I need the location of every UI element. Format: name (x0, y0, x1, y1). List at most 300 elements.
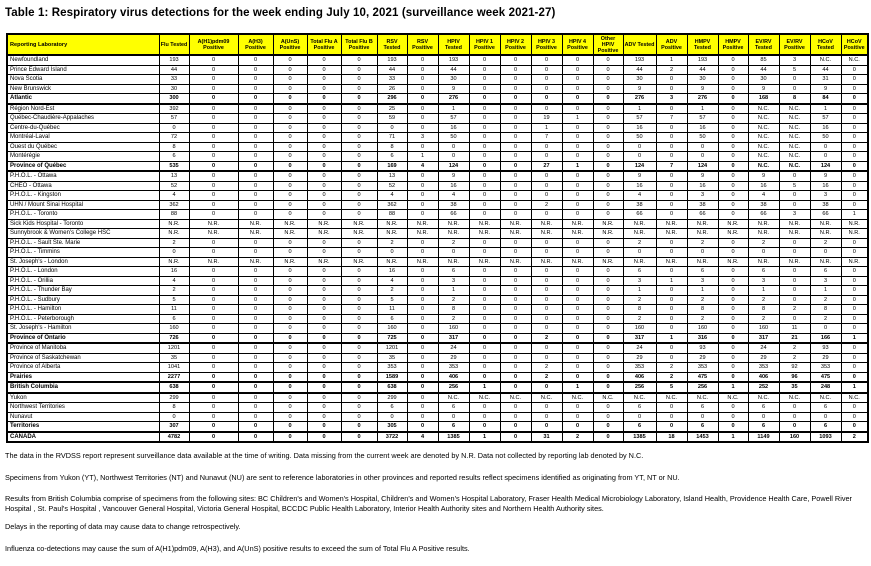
table-cell: 6 (687, 422, 718, 432)
table-cell: 0 (718, 305, 748, 315)
table-cell: 0 (407, 104, 438, 114)
table-cell: 35 (377, 353, 407, 363)
table-cell: N.R. (531, 229, 562, 239)
table-cell: 0 (469, 422, 500, 432)
table-cell: 0 (238, 84, 273, 94)
table-cell: 0 (593, 422, 623, 432)
table-cell: 0 (307, 422, 341, 432)
table-cell: 52 (159, 181, 189, 191)
table-cell: 0 (341, 403, 377, 413)
table-cell: 0 (562, 171, 593, 181)
table-cell: 0 (656, 152, 687, 162)
table-cell: N.C. (469, 393, 500, 403)
row-label: Centre-du-Québec (7, 123, 159, 133)
table-cell: 0 (718, 133, 748, 143)
table-cell: N.R. (718, 229, 748, 239)
table-cell: 5 (159, 295, 189, 305)
table-cell: 0 (841, 276, 868, 286)
table-cell: 0 (273, 422, 307, 432)
table-cell: 6 (687, 267, 718, 277)
table-cell: 0 (407, 353, 438, 363)
table-cell: 0 (562, 181, 593, 191)
table-cell: N.C. (593, 393, 623, 403)
row-label: P.H.O.L. - London (7, 267, 159, 277)
table-cell: 0 (500, 84, 531, 94)
table-cell: 0 (593, 152, 623, 162)
table-cell: 0 (841, 123, 868, 133)
table-cell: 5 (656, 382, 687, 393)
table-cell: 2 (810, 238, 841, 248)
table-cell: 353 (377, 363, 407, 373)
table-cell: 0 (779, 84, 810, 94)
table-cell: 1149 (748, 432, 779, 443)
table-cell: 0 (189, 432, 238, 443)
row-label: Province of Ontario (7, 333, 159, 343)
table-cell: 0 (841, 114, 868, 124)
table-cell: N.R. (531, 219, 562, 229)
table-cell: 6 (748, 422, 779, 432)
table-cell: 638 (377, 382, 407, 393)
table-cell: 0 (718, 75, 748, 85)
table-cell: 0 (841, 353, 868, 363)
table-cell: 3722 (377, 432, 407, 443)
table-cell: 0 (407, 248, 438, 258)
table-cell: 0 (718, 171, 748, 181)
table-cell: 0 (189, 75, 238, 85)
table-cell: 0 (407, 412, 438, 422)
table-cell: 0 (562, 276, 593, 286)
table-cell: 0 (307, 248, 341, 258)
table-cell: 166 (810, 333, 841, 343)
table-cell: 0 (500, 75, 531, 85)
table-cell: 29 (623, 353, 656, 363)
table-cell: 0 (341, 181, 377, 191)
table-cell: 124 (438, 161, 469, 171)
column-header: ADV Positive (656, 34, 687, 55)
table-cell: 0 (307, 55, 341, 65)
table-cell: 0 (593, 267, 623, 277)
table-cell: N.C. (718, 393, 748, 403)
table-cell: 0 (341, 94, 377, 104)
table-cell: 4 (377, 191, 407, 201)
table-cell: 0 (307, 353, 341, 363)
table-cell: 0 (531, 75, 562, 85)
table-cell: 0 (238, 65, 273, 75)
table-cell: 0 (531, 181, 562, 191)
table-cell: 1453 (687, 432, 718, 443)
table-cell: 0 (341, 412, 377, 422)
table-cell: N.C. (841, 55, 868, 65)
table-cell: 0 (273, 372, 307, 382)
table-cell: N.R. (593, 229, 623, 239)
table-cell: 0 (469, 123, 500, 133)
table-cell: 0 (500, 276, 531, 286)
table-cell: 0 (687, 142, 718, 152)
table-cell: 0 (841, 267, 868, 277)
table-cell: 16 (438, 123, 469, 133)
table-cell: 0 (593, 133, 623, 143)
table-cell: N.C. (779, 133, 810, 143)
table-cell: 0 (562, 324, 593, 334)
table-cell: 0 (841, 305, 868, 315)
table-cell: 4 (407, 432, 438, 443)
table-cell: 0 (307, 382, 341, 393)
table-cell: 29 (438, 353, 469, 363)
table-cell: 0 (341, 276, 377, 286)
table-cell: 0 (341, 210, 377, 220)
table-cell: 0 (531, 324, 562, 334)
table-cell: 57 (159, 114, 189, 124)
table-cell: 44 (159, 65, 189, 75)
table-cell: 0 (407, 372, 438, 382)
table-cell: 353 (810, 363, 841, 373)
table-cell: 0 (810, 152, 841, 162)
table-cell: 16 (623, 181, 656, 191)
table-cell: 38 (748, 200, 779, 210)
table-cell: N.C. (748, 393, 779, 403)
table-cell: 0 (238, 324, 273, 334)
table-cell: 0 (407, 295, 438, 305)
table-cell: 0 (341, 200, 377, 210)
table-cell: 0 (718, 403, 748, 413)
table-cell: 0 (500, 353, 531, 363)
table-cell: 0 (273, 75, 307, 85)
table-cell: 16 (687, 181, 718, 191)
table-cell: 0 (341, 114, 377, 124)
table-cell: 1 (438, 104, 469, 114)
table-cell: 0 (562, 84, 593, 94)
table-cell: 299 (377, 393, 407, 403)
table-cell: 0 (469, 238, 500, 248)
table-cell: 0 (469, 295, 500, 305)
table-row (7, 123, 868, 133)
table-cell: 316 (687, 333, 718, 343)
table-cell: 2 (810, 314, 841, 324)
table-cell: 19 (531, 114, 562, 124)
table-row (7, 248, 868, 258)
table-cell: 0 (307, 123, 341, 133)
table-cell: 1 (562, 114, 593, 124)
table-cell: 18 (656, 432, 687, 443)
table-cell: 30 (159, 84, 189, 94)
table-cell: 30 (438, 75, 469, 85)
row-label: Nova Scotia (7, 75, 159, 85)
table-cell: 0 (562, 65, 593, 75)
table-cell: 0 (407, 114, 438, 124)
table-cell: 193 (687, 55, 718, 65)
table-cell: 160 (377, 324, 407, 334)
summary-row (7, 333, 868, 343)
table-cell: 4 (377, 276, 407, 286)
table-cell: 0 (687, 248, 718, 258)
table-cell: 11 (377, 305, 407, 315)
table-cell: 0 (273, 276, 307, 286)
table-cell: 33 (377, 75, 407, 85)
table-cell: N.R. (810, 257, 841, 267)
table-cell: 535 (159, 161, 189, 171)
table-cell: 0 (341, 393, 377, 403)
table-cell: 0 (593, 412, 623, 422)
table-cell: 169 (377, 161, 407, 171)
table-cell: 1201 (159, 343, 189, 353)
table-cell: 0 (656, 314, 687, 324)
table-cell: N.R. (159, 257, 189, 267)
table-cell: 0 (718, 363, 748, 373)
table-cell: 248 (810, 382, 841, 393)
table-cell: 71 (377, 133, 407, 143)
table-cell: 0 (841, 152, 868, 162)
table-cell: 0 (469, 161, 500, 171)
table-cell: 362 (377, 200, 407, 210)
table-cell: 3 (623, 276, 656, 286)
table-cell: 0 (273, 286, 307, 296)
row-label: P.H.O.L. - Kingston (7, 191, 159, 201)
table-cell: 0 (407, 200, 438, 210)
table-cell: 0 (238, 382, 273, 393)
note-data-availability: The data in the RVDSS report represent surveillance data available at the time of writing. Data missing from the current week are denoted by N.R. Data not collected by reporting lab denoted by N.C. (5, 451, 644, 460)
table-cell: 0 (238, 353, 273, 363)
table-cell: 0 (189, 104, 238, 114)
table-cell: 93 (687, 343, 718, 353)
table-cell: N.R. (469, 219, 500, 229)
table-cell: 0 (531, 343, 562, 353)
summary-row (7, 432, 868, 443)
table-cell: N.R. (748, 219, 779, 229)
table-cell: 59 (377, 114, 407, 124)
table-cell: 0 (779, 171, 810, 181)
table-cell: N.R. (562, 257, 593, 267)
table-cell: 0 (718, 276, 748, 286)
table-cell: 2 (159, 286, 189, 296)
table-cell: 6 (810, 422, 841, 432)
row-label: Prince Edward Island (7, 65, 159, 75)
table-cell: 0 (593, 276, 623, 286)
table-cell: 0 (273, 314, 307, 324)
table-cell: 35 (779, 382, 810, 393)
table-cell: 8 (810, 305, 841, 315)
table-cell: 0 (718, 84, 748, 94)
table-cell: N.R. (238, 219, 273, 229)
table-cell: 0 (718, 152, 748, 162)
table-cell: 52 (377, 181, 407, 191)
table-cell: 0 (341, 123, 377, 133)
table-cell: 85 (748, 55, 779, 65)
table-cell: 0 (779, 403, 810, 413)
table-cell: 0 (500, 181, 531, 191)
column-header: Other HPIV Positive (593, 34, 623, 55)
table-cell: N.R. (623, 229, 656, 239)
row-label: Sunnybrook & Women's College HSC (7, 229, 159, 239)
summary-row (7, 94, 868, 104)
table-cell: 353 (687, 363, 718, 373)
table-cell: 0 (718, 191, 748, 201)
table-cell: 6 (377, 152, 407, 162)
table-cell: 0 (779, 248, 810, 258)
table-cell: 0 (531, 305, 562, 315)
table-cell: 0 (438, 142, 469, 152)
table-cell: 1 (718, 432, 748, 443)
table-cell: 160 (687, 324, 718, 334)
table-cell: 16 (377, 267, 407, 277)
table-cell: 1 (810, 104, 841, 114)
table-cell: 0 (189, 343, 238, 353)
table-cell: 0 (341, 286, 377, 296)
table-cell: 0 (273, 238, 307, 248)
table-cell: 66 (687, 210, 718, 220)
table-cell: N.R. (810, 219, 841, 229)
table-cell: 2 (779, 343, 810, 353)
table-cell: 0 (273, 382, 307, 393)
table-cell: 160 (748, 324, 779, 334)
table-cell: 0 (593, 75, 623, 85)
table-cell: 9 (687, 171, 718, 181)
table-cell: 0 (407, 65, 438, 75)
table-cell: N.R. (377, 257, 407, 267)
table-cell: 0 (189, 353, 238, 363)
table-cell: 31 (810, 75, 841, 85)
table-cell: 0 (779, 422, 810, 432)
table-cell: 0 (656, 412, 687, 422)
table-cell: 57 (810, 114, 841, 124)
table-cell: 0 (656, 324, 687, 334)
table-cell: 1385 (623, 432, 656, 443)
table-cell: 38 (438, 200, 469, 210)
table-cell: 2 (748, 295, 779, 305)
table-cell: 726 (159, 333, 189, 343)
table-cell: 160 (779, 432, 810, 443)
table-cell: 2 (841, 432, 868, 443)
table-cell: N.R. (407, 219, 438, 229)
table-cell: N.R. (189, 229, 238, 239)
table-cell: 0 (779, 200, 810, 210)
table-cell: 0 (238, 276, 273, 286)
column-header: A(UnS) Positive (273, 34, 307, 55)
table-cell: 1 (623, 104, 656, 114)
table-cell: 0 (500, 422, 531, 432)
table-cell: 0 (307, 295, 341, 305)
table-cell: 0 (500, 382, 531, 393)
table-cell: 276 (438, 94, 469, 104)
table-cell: 0 (469, 55, 500, 65)
row-label: CHEO - Ottawa (7, 181, 159, 191)
table-cell: 1093 (810, 432, 841, 443)
table-cell: 0 (307, 210, 341, 220)
table-cell: 0 (718, 286, 748, 296)
table-cell: 5 (779, 65, 810, 75)
table-cell: 0 (718, 210, 748, 220)
table-cell: 0 (273, 210, 307, 220)
table-cell: N.R. (531, 257, 562, 267)
table-cell: 0 (841, 295, 868, 305)
table-cell: N.R. (623, 219, 656, 229)
table-cell: 0 (841, 412, 868, 422)
table-cell: 2 (531, 333, 562, 343)
table-cell: 0 (810, 412, 841, 422)
table-cell: 0 (562, 152, 593, 162)
table-cell: 252 (748, 382, 779, 393)
table-cell: 0 (469, 181, 500, 191)
table-cell: 0 (238, 305, 273, 315)
table-title: Table 1: Respiratory virus detections for the week ending July 10, 2021 (surveillance week 2021-27) (5, 7, 556, 19)
table-cell: 6 (623, 403, 656, 413)
table-cell: 2 (687, 295, 718, 305)
table-cell: 362 (159, 200, 189, 210)
header-row (7, 34, 868, 55)
table-cell: N.C. (841, 393, 868, 403)
table-cell: 0 (273, 324, 307, 334)
table-cell: 0 (500, 412, 531, 422)
table-cell: 1 (687, 286, 718, 296)
table-cell: 2277 (159, 372, 189, 382)
table-cell: 9 (687, 84, 718, 94)
table-cell: 0 (500, 314, 531, 324)
row-label: Newfoundland (7, 55, 159, 65)
table-cell: 33 (159, 75, 189, 85)
table-cell: 6 (438, 422, 469, 432)
table-row (7, 210, 868, 220)
table-cell: 2 (748, 238, 779, 248)
table-cell: N.R. (718, 257, 748, 267)
table-cell: 0 (189, 65, 238, 75)
table-cell: 1 (748, 286, 779, 296)
table-cell: 1 (656, 276, 687, 286)
table-cell: 1 (469, 382, 500, 393)
row-label: Province of Alberta (7, 363, 159, 373)
column-header: HCoV Tested (810, 34, 841, 55)
row-label: P.H.O.L. - Peterborough (7, 314, 159, 324)
table-cell: 0 (189, 142, 238, 152)
table-cell: 0 (469, 363, 500, 373)
table-cell: 0 (307, 238, 341, 248)
table-cell: 0 (500, 403, 531, 413)
table-cell: 0 (273, 104, 307, 114)
summary-row (7, 382, 868, 393)
table-cell: 0 (273, 142, 307, 152)
table-cell: 0 (407, 191, 438, 201)
table-cell: 0 (841, 422, 868, 432)
table-cell: 0 (718, 343, 748, 353)
table-cell: 13 (377, 171, 407, 181)
table-cell: N.R. (500, 229, 531, 239)
table-cell: 0 (656, 84, 687, 94)
table-cell: 0 (469, 286, 500, 296)
row-label: P.H.O.L. - Ottawa (7, 171, 159, 181)
table-row (7, 219, 868, 229)
table-cell: 50 (438, 133, 469, 143)
table-cell: N.R. (407, 257, 438, 267)
table-cell: 0 (341, 84, 377, 94)
table-cell: 0 (273, 305, 307, 315)
table-cell: 96 (779, 372, 810, 382)
table-row (7, 238, 868, 248)
table-cell: 0 (531, 171, 562, 181)
table-cell: 305 (377, 422, 407, 432)
table-cell: 0 (593, 210, 623, 220)
table-cell: 16 (687, 123, 718, 133)
table-cell: 9 (623, 171, 656, 181)
table-cell: 0 (531, 65, 562, 75)
table-cell: 0 (469, 305, 500, 315)
table-cell: 0 (438, 248, 469, 258)
footnotes (5, 451, 867, 566)
table-cell: 0 (500, 171, 531, 181)
table-cell: 0 (189, 422, 238, 432)
table-cell: 0 (656, 343, 687, 353)
table-cell: 0 (593, 353, 623, 363)
table-cell: 0 (341, 75, 377, 85)
table-cell: 0 (841, 104, 868, 114)
table-cell: 0 (593, 333, 623, 343)
